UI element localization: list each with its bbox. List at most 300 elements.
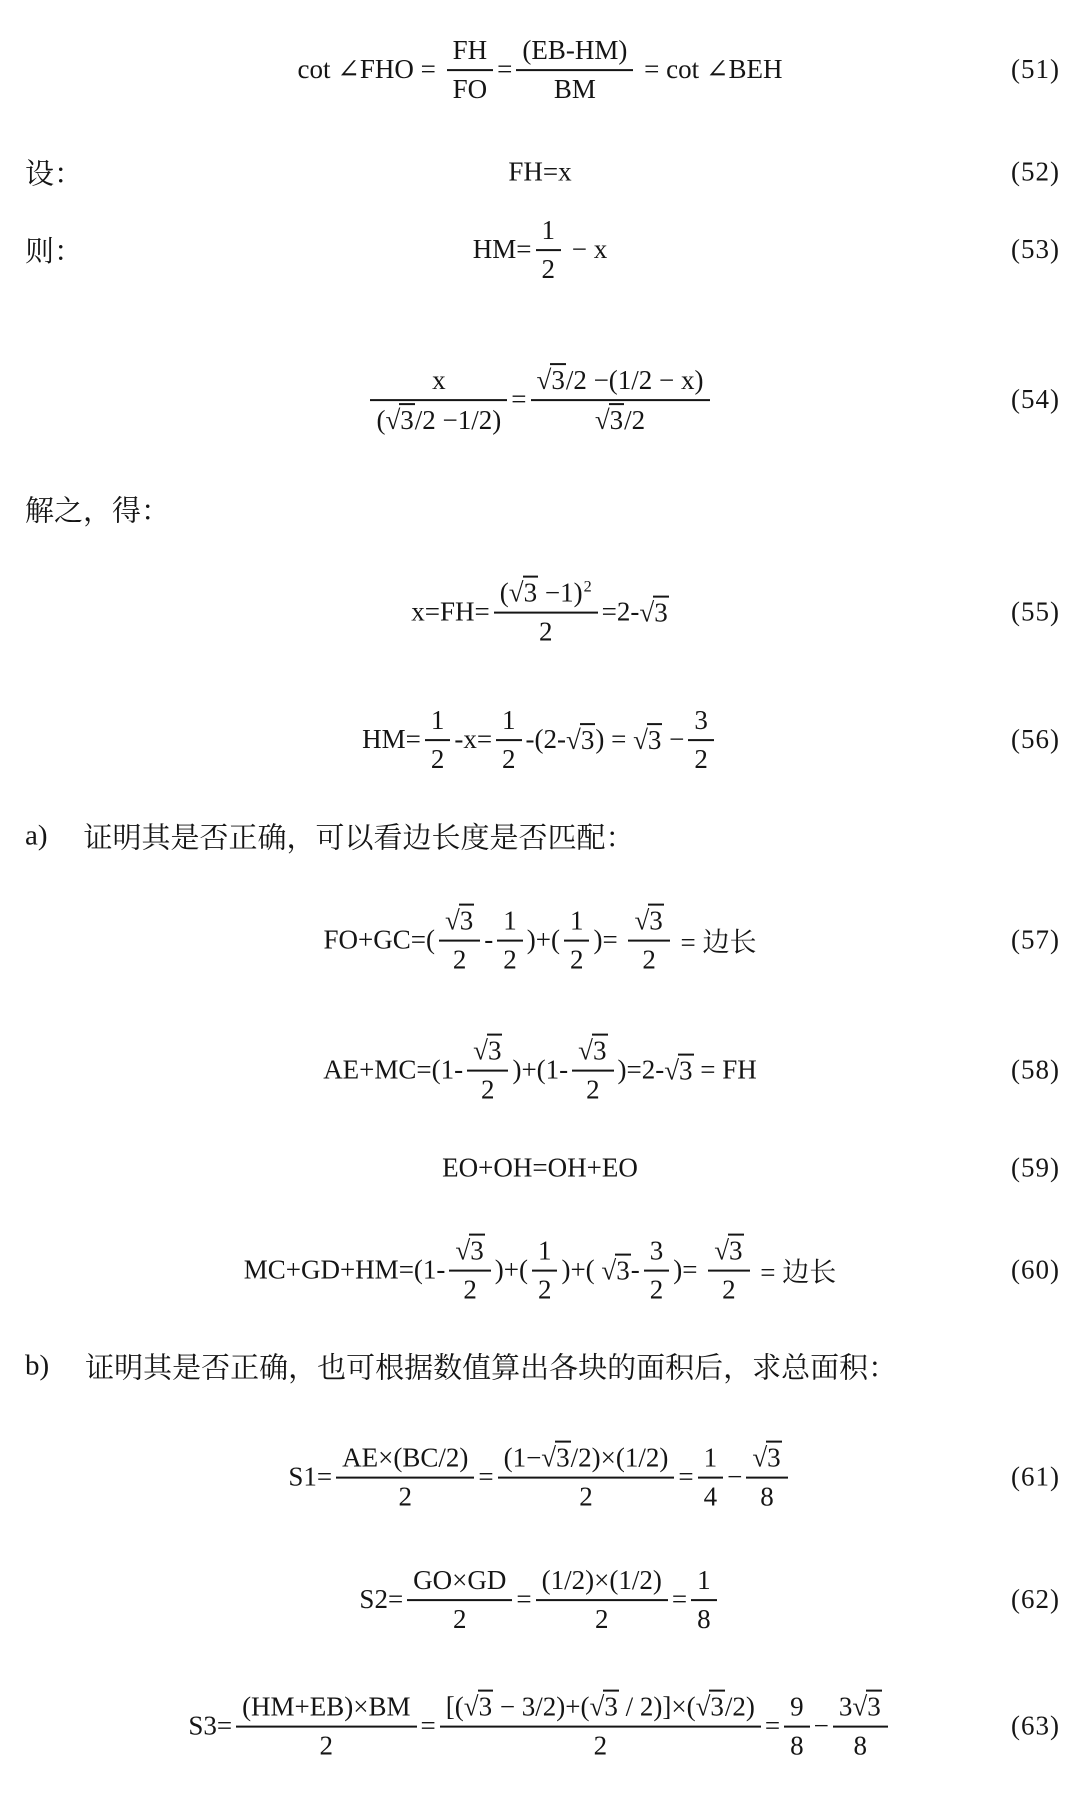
equation-number: (62) <box>1011 1584 1060 1615</box>
radicand: 3 <box>400 405 414 435</box>
fraction <box>498 1441 675 1514</box>
equation-number: (58) <box>1011 1054 1060 1085</box>
numerator <box>833 1690 888 1728</box>
numerator <box>746 1441 787 1479</box>
sqrt <box>590 1692 619 1722</box>
fraction <box>370 364 507 437</box>
sqrt <box>634 906 663 936</box>
radicand: 3 <box>679 1055 693 1086</box>
numerator <box>536 1564 668 1601</box>
equation-side-label: 则： <box>25 236 84 269</box>
math-text: 1 <box>502 705 516 736</box>
radicand: 3 <box>616 1255 630 1286</box>
math-text: )+( <box>526 924 560 955</box>
radical-icon: √ <box>594 405 610 436</box>
numerator <box>516 34 633 71</box>
denominator <box>572 1072 613 1106</box>
fraction <box>425 704 451 776</box>
math-text: 1 <box>569 905 584 936</box>
math-text: )+( <box>561 1254 602 1285</box>
superscript: 2 <box>583 577 592 596</box>
math-text: 1 <box>430 705 445 736</box>
fraction <box>447 34 494 106</box>
fraction <box>746 1441 787 1514</box>
list-line-a <box>0 816 1080 857</box>
math-text: 2 <box>319 1730 334 1761</box>
radicand: 3 <box>604 1691 618 1722</box>
radicand: 3 <box>609 405 624 436</box>
radicand: 3 <box>551 365 565 396</box>
denominator <box>708 1272 749 1306</box>
math-text: 2 <box>430 744 445 775</box>
radical-icon: √ <box>444 905 460 936</box>
sqrt <box>455 1236 484 1266</box>
formula <box>359 1564 720 1636</box>
sqrt <box>639 596 668 629</box>
fraction <box>494 576 598 649</box>
denominator <box>628 942 669 976</box>
numerator <box>532 1234 558 1271</box>
math-text: 2 <box>463 1275 477 1305</box>
numerator <box>440 1690 761 1728</box>
numerator <box>644 1234 670 1271</box>
math-text: 2 <box>569 944 584 975</box>
fraction <box>628 904 669 977</box>
math-text: (1/2)×(1/2) <box>541 1565 662 1596</box>
math-text: ( <box>499 577 509 608</box>
math-text: 1 <box>537 1235 552 1266</box>
math-text: 8 <box>697 1604 711 1635</box>
equation-row-61 <box>0 1441 1080 1514</box>
numerator <box>698 1441 724 1478</box>
radical-icon: √ <box>566 725 581 756</box>
fraction <box>467 1034 508 1107</box>
math-text: 1 <box>703 1442 718 1473</box>
math-text: 3 <box>649 1235 664 1266</box>
sqrt <box>752 1443 781 1473</box>
math-text: 1 <box>541 215 555 246</box>
math-text: 2 <box>649 1274 664 1305</box>
radicand: 3 <box>470 1235 484 1266</box>
formula <box>188 1690 891 1763</box>
radicand: 3 <box>867 1691 881 1722</box>
sqrt <box>633 724 662 757</box>
math-text: = <box>764 1710 781 1741</box>
sqrt <box>595 406 624 436</box>
math-text: 2 <box>642 945 656 975</box>
equation-number: (52) <box>1011 156 1060 187</box>
equation-row-55 <box>0 576 1080 649</box>
denominator <box>494 614 598 648</box>
radical-icon: √ <box>589 1691 605 1722</box>
numerator <box>236 1690 416 1727</box>
fraction <box>516 34 633 106</box>
math-text: /2)×(1/2) <box>570 1442 669 1473</box>
math-text: = <box>671 1584 688 1615</box>
equation-number: (61) <box>1011 1461 1060 1492</box>
equation-row-52 <box>0 156 1080 191</box>
denominator <box>467 1072 508 1106</box>
denominator <box>746 1479 787 1513</box>
radicand: 3 <box>459 905 474 936</box>
math-text: -x= <box>454 724 493 755</box>
math-text: 1 <box>503 905 517 936</box>
equation-number: (54) <box>1011 384 1060 415</box>
math-text: ( <box>376 405 386 435</box>
sqrt <box>578 1036 607 1066</box>
math-text: -(2- <box>525 724 567 755</box>
equation-side-label: 设： <box>25 158 84 191</box>
math-text: 2 <box>503 944 517 975</box>
numerator <box>370 364 507 401</box>
math-text: /2 −(1/2 − x) <box>565 365 704 396</box>
fraction <box>439 904 480 977</box>
radical-icon: √ <box>578 1035 593 1066</box>
equation-row-63 <box>0 1690 1080 1763</box>
fraction <box>536 1564 668 1636</box>
radical-icon: √ <box>695 1691 711 1722</box>
sqrt <box>537 365 566 395</box>
radicand: 3 <box>523 577 538 608</box>
radical-icon: √ <box>541 1442 557 1473</box>
denominator <box>440 1728 761 1762</box>
numerator <box>708 1234 749 1272</box>
math-text: S1= <box>288 1461 333 1492</box>
fraction <box>833 1690 888 1763</box>
radical-icon: √ <box>633 725 648 756</box>
equation-row-53 <box>0 214 1080 286</box>
equation-row-62 <box>0 1564 1080 1636</box>
radical-icon: √ <box>508 577 524 608</box>
numerator <box>449 1234 490 1272</box>
denominator <box>496 742 522 776</box>
equation-number: (55) <box>1011 596 1060 627</box>
radical-icon: √ <box>752 1442 768 1473</box>
denominator <box>564 942 590 976</box>
formula <box>442 1153 638 1184</box>
numerator <box>691 1564 717 1601</box>
equation-row-57 <box>0 904 1080 977</box>
fraction <box>496 704 522 776</box>
radicand: 3 <box>729 1235 743 1266</box>
math-text: )+(1- <box>512 1054 569 1085</box>
sqrt <box>852 1692 881 1722</box>
math-text: 2 <box>538 617 553 647</box>
numerator <box>425 704 451 741</box>
math-text: = <box>516 1584 532 1615</box>
denominator <box>449 1272 490 1306</box>
fraction <box>572 1034 613 1107</box>
math-text: 9 <box>790 1691 804 1722</box>
formula <box>298 34 783 106</box>
math-text: = 边长 <box>673 927 757 958</box>
denominator <box>531 402 710 437</box>
fraction <box>644 1234 670 1306</box>
math-text: [( <box>445 1691 464 1722</box>
sqrt <box>385 405 414 435</box>
formula <box>288 1441 791 1514</box>
radicand: 3 <box>647 725 662 756</box>
numerator <box>336 1441 474 1478</box>
math-text: (EB-HM) <box>522 35 628 66</box>
radical-icon: √ <box>664 1055 680 1086</box>
radical-icon: √ <box>714 1235 730 1266</box>
equation-number: (56) <box>1011 724 1060 755</box>
math-text: 2 <box>541 254 555 285</box>
fraction <box>407 1564 512 1636</box>
math-text: − <box>813 1710 829 1741</box>
denominator <box>447 72 494 106</box>
radical-icon: √ <box>639 597 655 628</box>
numerator <box>564 904 590 941</box>
math-text: − x <box>565 234 608 265</box>
numerator <box>784 1690 810 1727</box>
sqrt <box>509 578 538 608</box>
denominator <box>497 942 523 976</box>
math-text: )+( <box>494 1254 528 1285</box>
radical-icon: √ <box>852 1691 868 1722</box>
radical-icon: √ <box>455 1235 471 1266</box>
radical-icon: √ <box>473 1035 488 1066</box>
math-text: 2 <box>537 1274 552 1305</box>
math-text: 3 <box>838 1691 853 1722</box>
equation-row-54 <box>0 363 1080 437</box>
math-text: cot ∠FHO = <box>297 54 443 85</box>
sqrt <box>566 724 595 757</box>
list-text: 证明其是否正确，也可根据数值算出各块的面积后，求总面积： <box>85 1352 898 1385</box>
radicand: 3 <box>593 1035 607 1066</box>
math-text: / 2)]×( <box>618 1691 696 1722</box>
math-text: HM= <box>362 724 421 755</box>
formula <box>508 157 571 188</box>
math-text: (HM+EB)×BM <box>242 1691 411 1722</box>
math-text: FH <box>452 35 488 66</box>
equation-row-58 <box>0 1034 1080 1107</box>
numerator <box>572 1034 613 1072</box>
sqrt <box>664 1054 693 1087</box>
math-text: 2 <box>722 1275 736 1305</box>
math-text: )= <box>593 924 625 955</box>
math-text: = <box>478 1461 494 1492</box>
fraction <box>532 1234 558 1306</box>
fraction <box>440 1690 761 1763</box>
list-marker: b) <box>25 1349 50 1382</box>
math-text: - <box>484 924 494 955</box>
math-text: = 边长 <box>753 1257 837 1288</box>
formula <box>411 576 668 649</box>
math-text: =2- <box>601 596 640 627</box>
formula <box>323 904 756 977</box>
denominator <box>425 742 451 776</box>
radicand: 3 <box>556 1442 570 1473</box>
fraction <box>497 904 523 976</box>
formula <box>323 1034 757 1107</box>
sqrt <box>473 1036 502 1066</box>
math-text: 8 <box>853 1731 868 1761</box>
denominator <box>536 1602 668 1636</box>
radicand: 3 <box>654 597 668 628</box>
numerator <box>467 1034 508 1072</box>
math-text: BM <box>553 74 596 105</box>
denominator <box>688 742 714 776</box>
math-text: FO+GC=( <box>323 924 435 955</box>
math-text: 2 <box>398 1481 412 1512</box>
math-text: = <box>420 1710 436 1741</box>
numerator <box>407 1564 512 1601</box>
sqrt <box>714 1236 743 1266</box>
numerator <box>536 214 562 251</box>
fraction <box>784 1690 810 1762</box>
math-text: = FH <box>693 1054 757 1085</box>
math-text: HM= <box>472 234 532 265</box>
math-text: 8 <box>760 1482 774 1512</box>
math-text: S3= <box>188 1710 233 1741</box>
paragraph-line <box>0 489 1080 530</box>
math-text: MC+GD+HM=(1- <box>243 1254 446 1285</box>
math-text: −1) <box>538 577 583 608</box>
numerator <box>688 704 714 741</box>
math-text: 8 <box>790 1730 804 1761</box>
radicand: 3 <box>767 1442 781 1473</box>
numerator <box>447 34 494 71</box>
fraction <box>564 904 590 976</box>
math-text: − <box>727 1461 743 1492</box>
radical-icon: √ <box>634 905 650 936</box>
math-text: 2 <box>594 1604 609 1635</box>
equation-number: (53) <box>1011 234 1060 265</box>
equation-row-60 <box>0 1234 1080 1307</box>
math-text: x=FH= <box>411 596 490 627</box>
fraction <box>688 704 714 776</box>
numerator <box>496 704 522 741</box>
math-text: − <box>662 724 685 755</box>
math-text: 3 <box>694 705 708 736</box>
denominator <box>698 1479 724 1513</box>
sqrt <box>601 1254 630 1287</box>
fraction <box>536 214 562 286</box>
fraction <box>698 1441 724 1513</box>
fraction <box>691 1564 717 1636</box>
equation-number: (59) <box>1011 1152 1060 1183</box>
math-text: AE+MC=(1- <box>323 1054 464 1085</box>
fraction <box>531 363 710 437</box>
math-text: 2 <box>453 1604 467 1635</box>
math-text: = <box>511 384 527 415</box>
equation-number: (60) <box>1011 1254 1060 1285</box>
math-text: S2= <box>359 1584 404 1615</box>
math-text: GO×GD <box>413 1565 507 1596</box>
math-text: 2 <box>586 1075 600 1105</box>
equation-row-51 <box>0 34 1080 106</box>
numerator <box>498 1441 675 1479</box>
numerator <box>628 904 669 942</box>
math-text: )=2- <box>617 1054 665 1085</box>
list-line-b <box>0 1346 1080 1387</box>
math-text: x <box>432 364 446 395</box>
denominator <box>439 942 480 976</box>
math-text: 1 <box>697 1565 711 1596</box>
math-text: = <box>497 54 513 85</box>
math-text: FH=x <box>508 156 572 187</box>
sqrt <box>541 1443 570 1473</box>
fraction <box>708 1234 749 1307</box>
math-text: 2 <box>593 1731 608 1761</box>
equation-number: (57) <box>1011 924 1060 955</box>
radicand: 3 <box>710 1691 724 1722</box>
radical-icon: √ <box>601 1255 617 1286</box>
formula <box>244 1234 837 1307</box>
denominator <box>370 401 507 436</box>
equation-number: (51) <box>1011 54 1060 85</box>
math-text: EO+OH=OH+EO <box>442 1152 638 1183</box>
math-text: 4 <box>703 1481 718 1512</box>
numerator <box>439 904 480 942</box>
formula <box>473 214 607 286</box>
radical-icon: √ <box>385 405 401 435</box>
math-text: 2 <box>452 945 467 975</box>
fraction <box>236 1690 416 1762</box>
fraction <box>449 1234 490 1307</box>
denominator <box>644 1272 670 1306</box>
math-text: - <box>630 1254 640 1285</box>
math-text: AE×(BC/2) <box>342 1442 469 1473</box>
sqrt <box>445 906 474 936</box>
denominator <box>691 1602 717 1636</box>
math-text: (1− <box>503 1442 542 1473</box>
list-marker: a) <box>25 819 48 852</box>
equation-row-59 <box>0 1153 1080 1184</box>
radical-icon: √ <box>463 1691 479 1722</box>
radical-icon: √ <box>536 365 552 396</box>
math-text: 2 <box>481 1075 495 1105</box>
denominator <box>784 1728 810 1762</box>
formula <box>366 363 713 437</box>
math-text: 2 <box>502 744 516 775</box>
radicand: 3 <box>487 1035 502 1066</box>
sqrt <box>464 1692 493 1722</box>
denominator <box>498 1479 675 1513</box>
equation-row-56 <box>0 704 1080 776</box>
numerator <box>497 904 523 941</box>
math-text: )= <box>673 1254 705 1285</box>
math-text: ) = <box>595 724 634 755</box>
math-text: 2 <box>694 744 708 775</box>
math-text: = <box>678 1461 694 1492</box>
math-text: = cot ∠BEH <box>637 54 783 85</box>
denominator <box>833 1728 888 1762</box>
denominator <box>236 1728 416 1762</box>
denominator <box>532 1272 558 1306</box>
denominator <box>536 252 562 286</box>
radicand: 3 <box>649 905 663 936</box>
sqrt <box>696 1692 725 1722</box>
numerator <box>494 576 598 614</box>
radicand: 3 <box>478 1691 493 1722</box>
math-text: FO <box>452 74 488 105</box>
math-text: /2 <box>624 405 646 436</box>
formula <box>362 704 718 776</box>
math-text: /2 −1/2) <box>414 405 502 435</box>
list-text: 证明其是否正确，可以看边长度是否匹配： <box>83 822 635 855</box>
numerator <box>531 363 710 401</box>
math-text: 2 <box>579 1482 593 1512</box>
denominator <box>516 72 633 106</box>
denominator <box>407 1602 512 1636</box>
math-text: /2) <box>724 1691 755 1722</box>
radicand: 3 <box>580 725 595 756</box>
equation-number: (63) <box>1011 1710 1060 1741</box>
denominator <box>336 1479 474 1513</box>
